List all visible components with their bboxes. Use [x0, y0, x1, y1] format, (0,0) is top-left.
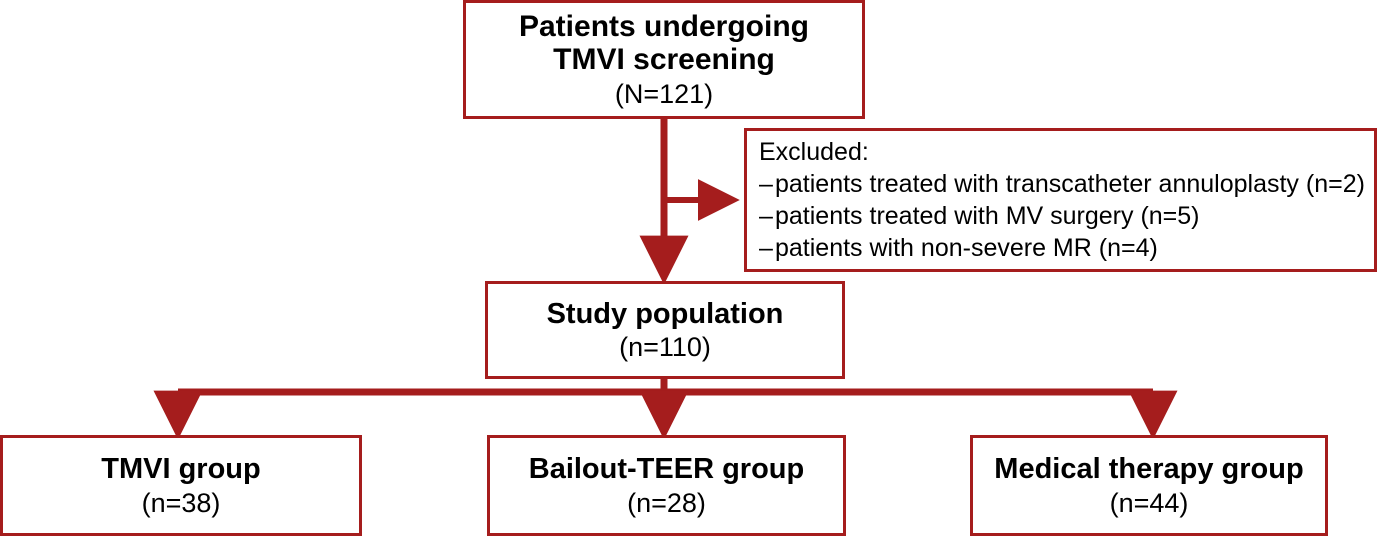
node-title: Study population — [546, 297, 784, 330]
dash-bullet: – — [759, 170, 773, 198]
list-item — [759, 200, 1365, 232]
excluded-item-text: patients treated with MV surgery (n=5) — [775, 202, 1200, 230]
node-title: TMVI group — [101, 453, 261, 486]
node-patients-undergoing-screening — [463, 0, 865, 119]
node-tmvi-group — [0, 435, 362, 536]
dash-bullet: – — [759, 234, 773, 262]
node-title-line2: TMVI screening — [553, 43, 775, 77]
node-study-population — [485, 281, 845, 379]
node-count: (n=38) — [141, 487, 221, 518]
excluded-list — [759, 168, 1365, 264]
node-count: (N=121) — [614, 78, 714, 109]
list-item — [759, 168, 1365, 200]
node-count: (n=110) — [619, 332, 711, 363]
node-title-line1: Patients undergoing — [518, 9, 809, 43]
excluded-item-text: patients with non-severe MR (n=4) — [775, 234, 1158, 262]
node-count: (n=28) — [627, 487, 706, 518]
node-medical-therapy-group — [970, 435, 1328, 536]
node-title: Bailout-TEER group — [528, 453, 805, 486]
node-excluded — [744, 128, 1377, 272]
excluded-item-text: patients treated with transcatheter annuloplasty (n=2) — [775, 170, 1365, 198]
list-item — [759, 232, 1365, 264]
node-bailout-teer-group — [487, 435, 846, 536]
dash-bullet: – — [759, 202, 773, 230]
node-count: (n=44) — [1109, 487, 1189, 518]
node-title: Medical therapy group — [994, 453, 1304, 486]
excluded-heading: Excluded: — [759, 138, 869, 166]
